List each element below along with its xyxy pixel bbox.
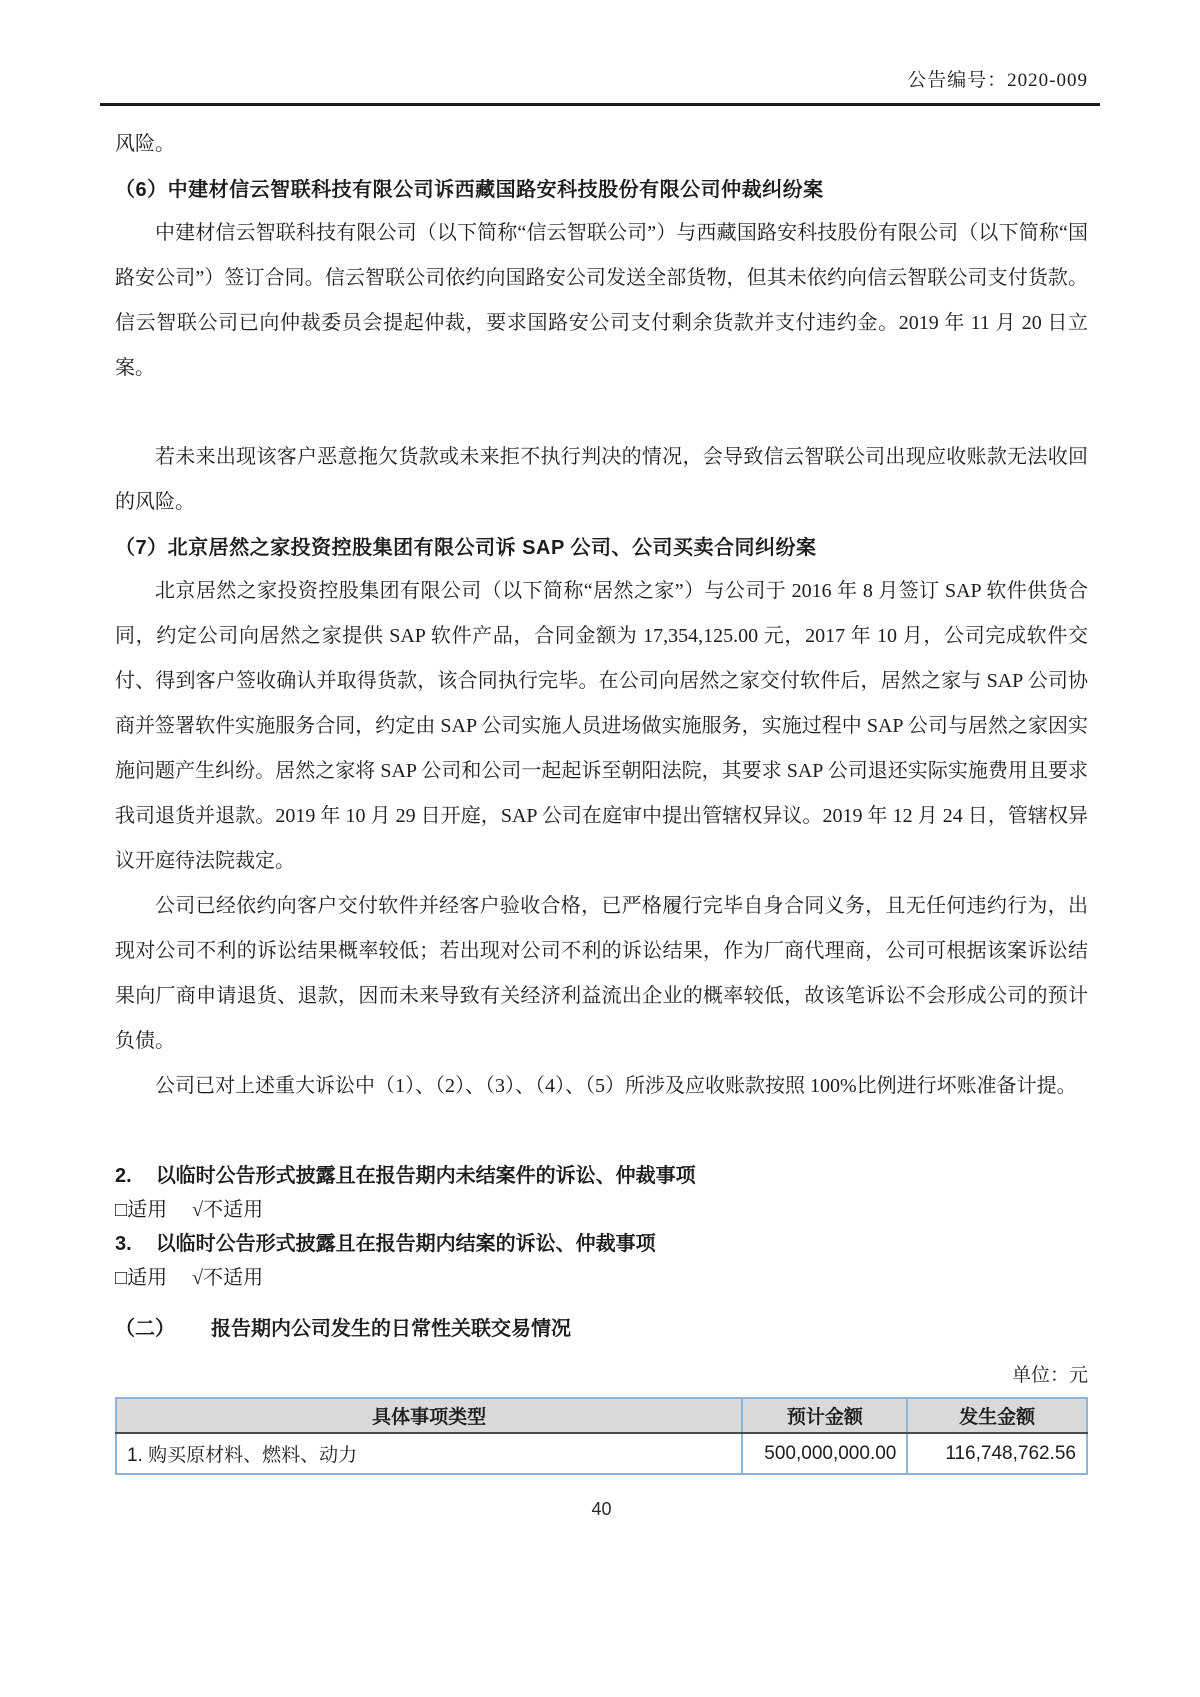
cell-estimated-amount: 500,000,000.00 [742, 1433, 907, 1474]
risk-continuation-text: 风险。 [115, 133, 175, 155]
item-2-checkbox-applicable: □适用 [115, 1199, 168, 1221]
item-3-checkbox-applicable: □适用 [115, 1267, 168, 1289]
item-3-number: 3. [115, 1233, 132, 1255]
related-transactions-table [115, 1397, 1088, 1475]
column-header-actual-amount: 发生金额 [907, 1398, 1087, 1433]
disclosure-items [115, 1159, 1088, 1295]
item-3-checkmark-not-applicable: √不适用 [192, 1267, 264, 1289]
column-header-item-type: 具体事项类型 [116, 1398, 742, 1433]
item-2-checkmark-not-applicable: √不适用 [192, 1199, 264, 1221]
column-header-estimated-amount: 预计金额 [742, 1398, 907, 1433]
announcement-number: 公告编号：2020-009 [907, 70, 1088, 91]
section-ii-number: （二） [115, 1318, 175, 1340]
case-7-paragraph-2: 公司已经依约向客户交付软件并经客户验收合格，已严格履行完毕自身合同义务，且无任何违约行为，出现对公司不利的诉讼结果概率较低；若出现对公司不利的诉讼结果，作为厂商代理商，公司可根据该案诉讼结果向厂商申请退货、退款，因而未来导致有关经济利益流出企业的概率较低，故该笔诉讼不会形成公司的预计负债。 [115, 895, 1088, 1052]
case-7-paragraph-1: 北京居然之家投资控股集团有限公司（以下简称“居然之家”）与公司于 2016 年 8 月签订 SAP 软件供货合同，约定公司向居然之家提供 SAP 软件产品，合同金额为 17,354,125.00 元，2017 年 10 月，公司完成软件交付、得到客户签收确认并取得货款，该合同执行完毕。在公司向居然之家交付软件后，居然之家与 SAP 公司协商并签署软件实施服务合同，约定由 SAP 公司实施人员进场做实施服务，实施过程中 SAP 公司与居然之家因实施问题产生纠纷。居然之家将 SAP 公司和公司一起起诉至朝阳法院，其要求 SAP 公司退还实际实施费用且要求我司退货并退款。2019 年 10 月 29 日开庭，SAP 公司在庭审中提出管辖权异议。2019 年 12 月 24 日，管辖权异议开庭待法院裁定。 [115, 580, 1088, 872]
item-2-applicability [115, 1193, 1088, 1227]
case-6-risk-paragraph: 若未来出现该客户恶意拖欠货款或未来拒不执行判决的情况，会导致信云智联公司出现应收账款无法收回的风险。 [115, 446, 1088, 513]
item-3-heading [115, 1227, 1088, 1261]
table-row [116, 1433, 1087, 1474]
item-2-title: 以临时公告形式披露且在报告期内未结案件的诉讼、仲裁事项 [155, 1165, 696, 1187]
section-ii-heading [115, 1309, 1088, 1349]
cell-actual-amount: 116,748,762.56 [907, 1433, 1087, 1474]
case-7-paragraph-3: 公司已对上述重大诉讼中（1）、（2）、（3）、（4）、（5）所涉及应收账款按照 100%比例进行坏账准备计提。 [155, 1075, 1077, 1097]
item-3-applicability [115, 1261, 1088, 1295]
section-ii-title: 报告期内公司发生的日常性关联交易情况 [211, 1318, 571, 1340]
unit-label: 单位：元 [1011, 1365, 1088, 1386]
item-3-title: 以临时公告形式披露且在报告期内结案的诉讼、仲裁事项 [155, 1233, 656, 1255]
item-2-heading [115, 1159, 1088, 1193]
case-6-heading: （6）中建材信云智联科技有限公司诉西藏国路安科技股份有限公司仲裁纠纷案 [115, 179, 824, 201]
item-2-number: 2. [115, 1165, 132, 1187]
table-header-row [116, 1398, 1087, 1433]
case-7-heading: （7）北京居然之家投资控股集团有限公司诉 SAP 公司、公司买卖合同纠纷案 [115, 537, 817, 559]
cell-item-type: 1. 购买原材料、燃料、动力 [116, 1433, 742, 1474]
page-number: 40 [591, 1499, 612, 1519]
case-6-paragraph: 中建材信云智联科技有限公司（以下简称“信云智联公司”）与西藏国路安科技股份有限公司（以下简称“国路安公司”）签订合同。信云智联公司依约向国路安公司发送全部货物，但其未依约向信云智联公司支付货款。信云智联公司已向仲裁委员会提起仲裁，要求国路安公司支付剩余货款并支付违约金。2019 年 11 月 20 日立案。 [115, 222, 1088, 379]
header-rule [100, 103, 1100, 106]
